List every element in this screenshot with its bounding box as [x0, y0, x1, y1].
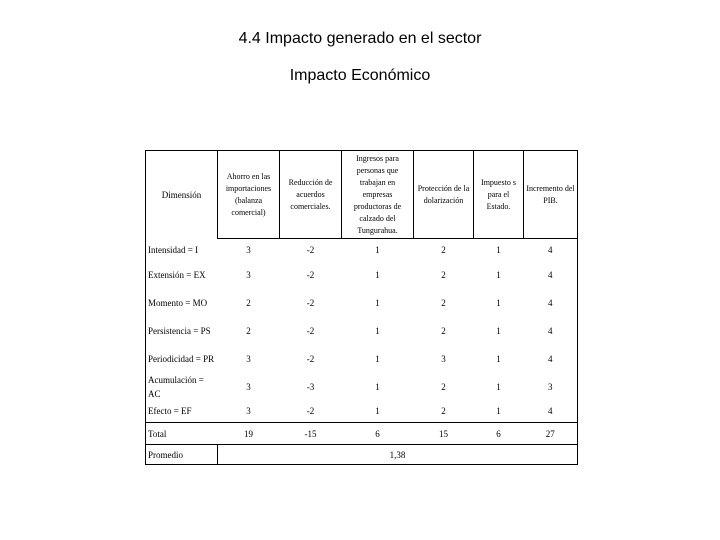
table-row: [146, 373, 578, 401]
cell: -2: [306, 325, 315, 336]
table-row: [146, 289, 578, 317]
cell: 2: [441, 244, 446, 255]
header-col-2: Reducción de acuerdos comerciales.: [280, 151, 342, 239]
row-label: Extensión = EX: [148, 269, 206, 280]
cell: 3: [246, 244, 251, 255]
row-label: Persistencia = PS: [148, 325, 211, 336]
table-row: [146, 239, 578, 261]
header-col-5: Impuesto s para el Estado.: [474, 151, 524, 239]
cell: 2: [441, 325, 446, 336]
total-cell: 6: [474, 423, 524, 445]
table-row: [146, 317, 578, 345]
cell: 2: [441, 297, 446, 308]
average-value: 1,38: [218, 445, 578, 465]
total-cell: 27: [524, 423, 578, 445]
cell: -2: [306, 244, 315, 255]
table-row: [146, 261, 578, 289]
header-col-6: Incremento del PIB.: [524, 151, 578, 239]
cell: 3: [246, 269, 251, 280]
cell: -2: [306, 269, 315, 280]
slide-subtitle: Impacto Económico: [289, 67, 431, 84]
cell: 2: [441, 406, 446, 417]
cell: 4: [548, 325, 553, 336]
cell: 1: [496, 406, 501, 417]
cell: 1: [375, 353, 380, 364]
total-cell: 6: [342, 423, 414, 445]
cell: 1: [496, 269, 501, 280]
cell: 4: [548, 406, 553, 417]
cell: 3: [246, 353, 251, 364]
table-row: [146, 401, 578, 423]
total-label: Total: [146, 423, 218, 445]
total-cell: -15: [280, 423, 342, 445]
cell: 4: [548, 297, 553, 308]
row-label: Periodicidad = PR: [148, 353, 215, 364]
cell: 4: [548, 353, 553, 364]
row-label: Acumulación = AC: [148, 374, 204, 399]
slide-title: 4.4 Impacto generado en el sector: [238, 30, 482, 47]
cell: 1: [375, 244, 380, 255]
total-cell: 19: [218, 423, 280, 445]
average-label: Promedio: [146, 445, 218, 465]
cell: -2: [306, 297, 315, 308]
row-label: Efecto = EF: [148, 406, 192, 417]
cell: 4: [548, 269, 553, 280]
cell: 3: [246, 406, 251, 417]
cell: 2: [441, 269, 446, 280]
cell: 3: [548, 381, 553, 392]
cell: 2: [246, 325, 251, 336]
cell: 1: [375, 406, 380, 417]
cell: 1: [496, 353, 501, 364]
cell: 1: [496, 244, 501, 255]
header-col-4: Protección de la dolarización: [414, 151, 474, 239]
cell: -2: [306, 406, 315, 417]
cell: 1: [375, 325, 380, 336]
average-row: [146, 445, 578, 465]
cell: 1: [496, 381, 501, 392]
cell: 2: [246, 297, 251, 308]
row-label: Intensidad = I: [148, 244, 199, 255]
cell: 1: [375, 381, 380, 392]
cell: -3: [306, 381, 315, 392]
total-row: [146, 423, 578, 445]
header-col-1: Ahorro en las importaciones (balanza comercial): [218, 151, 280, 239]
cell: 2: [441, 381, 446, 392]
cell: -2: [306, 353, 315, 364]
header-dimension: Dimensión: [161, 189, 202, 200]
impact-table: [145, 150, 578, 465]
cell: 1: [496, 325, 501, 336]
cell: 4: [548, 244, 553, 255]
total-cell: 15: [414, 423, 474, 445]
header-row: [146, 151, 578, 239]
header-col-3: Ingresos para personas que trabajan en empresas productoras de calzado del Tungurahua.: [342, 151, 414, 239]
row-label: Momento = MO: [148, 297, 208, 308]
cell: 3: [441, 353, 446, 364]
cell: 1: [375, 297, 380, 308]
table-row: [146, 345, 578, 373]
cell: 3: [246, 381, 251, 392]
cell: 1: [496, 297, 501, 308]
cell: 1: [375, 269, 380, 280]
